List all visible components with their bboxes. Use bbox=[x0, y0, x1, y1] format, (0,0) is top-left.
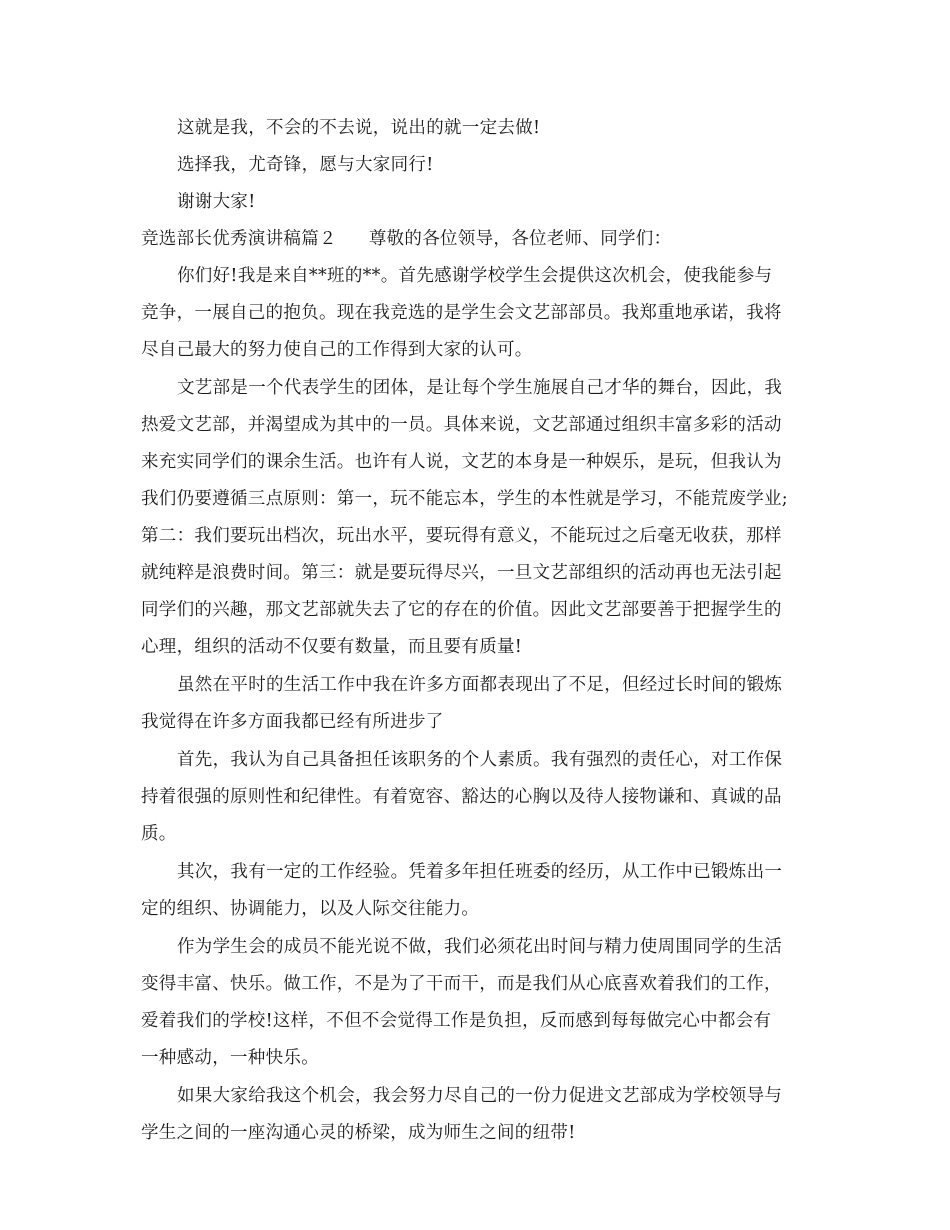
paragraph bbox=[141, 748, 831, 847]
paragraph-line: 首先，我认为自己具备担任该职务的个人素质。我有强烈的责任心，对工作保 bbox=[177, 750, 783, 770]
paragraph-line: 同学们的兴趣，那文艺部就失去了它的存在的价值。因此文艺部要善于把握学生的 bbox=[141, 600, 782, 620]
paragraph-line: 来充实同学们的课余生活。也许有人说，文艺的本身是一种娱乐，是玩，但我认为 bbox=[141, 452, 782, 472]
paragraph bbox=[141, 860, 831, 922]
paragraph-line: 竞争，一展自己的抱负。现在我竞选的是学生会文艺部部员。我郑重地承诺，我将 bbox=[141, 303, 782, 323]
closing-line: 谢谢大家! bbox=[177, 192, 256, 212]
paragraph bbox=[141, 376, 831, 660]
paragraph-line: 其次，我有一定的工作经验。凭着多年担任班委的经历，从工作中已锻炼出一 bbox=[177, 862, 783, 882]
paragraph bbox=[141, 264, 831, 363]
paragraph bbox=[141, 935, 831, 1071]
paragraph-line: 我们仍要遵循三点原则：第一，玩不能忘本，学生的本性就是学习，不能荒废学业; bbox=[141, 489, 788, 509]
section-heading-line bbox=[141, 227, 831, 252]
paragraph-line: 如果大家给我这个机会，我会努力尽自己的一份力促进文艺部成为学校领导与 bbox=[177, 1086, 783, 1106]
salutation: 尊敬的各位领导，各位老师、同学们： bbox=[368, 229, 672, 249]
paragraph-line: 持着很强的原则性和纪律性。有着宽容、豁达的心胸以及待人接物谦和、真诚的品 bbox=[141, 787, 782, 807]
closing-line: 这就是我，不会的不去说，说出的就一定去做! bbox=[177, 118, 541, 138]
paragraph bbox=[141, 1084, 831, 1146]
paragraph-line: 第二：我们要玩出档次，玩出水平，要玩得有意义，不能玩过之后毫无收获，那样 bbox=[141, 526, 782, 546]
paragraph-line: 定的组织、协调能力，以及人际交往能力。 bbox=[141, 899, 480, 919]
closing-line: 选择我，尤奇锋，愿与大家同行! bbox=[177, 155, 434, 175]
paragraph-line: 我觉得在许多方面我都已经有所进步了 bbox=[141, 712, 444, 732]
section-title: 竞选部长优秀演讲稿篇２ bbox=[141, 229, 337, 249]
paragraph-line: 就纯粹是浪费时间。第三：就是要玩得尽兴，一旦文艺部组织的活动再也无法引起 bbox=[141, 563, 782, 583]
document-body bbox=[141, 116, 831, 1146]
paragraph-line: 作为学生会的成员不能光说不做，我们必须花出时间与精力使周围同学的生活 bbox=[177, 937, 783, 957]
paragraph-line: 你们好!我是来自**班的**。首先感谢学校学生会提供这次机会，使我能参与 bbox=[177, 266, 773, 286]
paragraph-line: 尽自己最大的努力使自己的工作得到大家的认可。 bbox=[141, 340, 533, 360]
paragraph-line: 一种感动，一种快乐。 bbox=[141, 1048, 319, 1068]
paragraph-line: 热爱文艺部，并渴望成为其中的一员。具体来说，文艺部通过组织丰富多彩的活动 bbox=[141, 415, 782, 435]
paragraph bbox=[141, 673, 831, 735]
paragraph-line: 虽然在平时的生活工作中我在许多方面都表现出了不足，但经过长时间的锻炼 bbox=[177, 675, 783, 695]
paragraph-line: 文艺部是一个代表学生的团体，是让每个学生施展自己才华的舞台，因此，我 bbox=[177, 378, 783, 398]
paragraph-line: 学生之间的一座沟通心灵的桥梁，成为师生之间的纽带! bbox=[141, 1123, 576, 1143]
paragraph-line: 爱着我们的学校!这样，不但不会觉得工作是负担，反而感到每每做完心中都会有 bbox=[141, 1011, 772, 1031]
paragraph-line: 质。 bbox=[141, 824, 177, 844]
paragraph-line: 心理，组织的活动不仅要有数量，而且要有质量! bbox=[141, 637, 523, 657]
paragraph-line: 变得丰富、快乐。做工作，不是为了干而干，而是我们从心底喜欢着我们的工作， bbox=[141, 974, 782, 994]
